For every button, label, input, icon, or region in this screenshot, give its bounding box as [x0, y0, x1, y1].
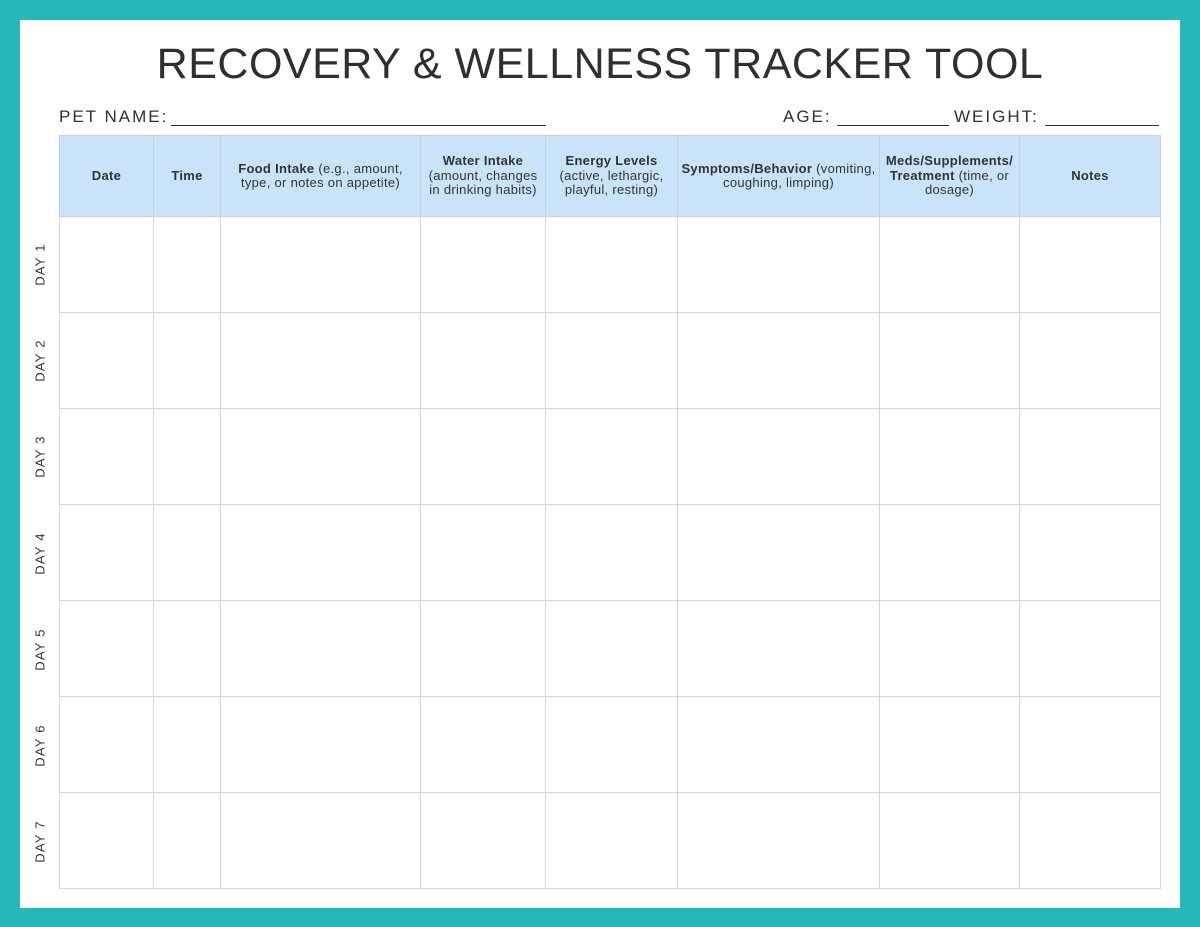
entry-cell[interactable]: [154, 313, 221, 409]
entry-cell[interactable]: [678, 793, 880, 889]
entry-cell[interactable]: [1020, 793, 1161, 889]
entry-cell[interactable]: [154, 409, 221, 505]
entry-cell[interactable]: [221, 793, 421, 889]
entry-cell[interactable]: [221, 313, 421, 409]
day-label-text: DAY 3: [32, 435, 48, 478]
entry-cell[interactable]: [421, 697, 546, 793]
column-header: [1020, 136, 1161, 217]
entry-cell[interactable]: [154, 217, 221, 313]
entry-cell[interactable]: [421, 409, 546, 505]
entry-cell[interactable]: [678, 505, 880, 601]
table-row: [60, 409, 1161, 505]
table-row: [60, 697, 1161, 793]
day-label: [24, 601, 56, 697]
column-header-hint: (amount, changes in drinking habits): [428, 167, 538, 198]
entry-cell[interactable]: [60, 697, 154, 793]
tracker-table: [59, 135, 1161, 889]
entry-cell[interactable]: [60, 601, 154, 697]
entry-cell[interactable]: [154, 601, 221, 697]
entry-cell[interactable]: [154, 793, 221, 889]
entry-cell[interactable]: [421, 313, 546, 409]
entry-cell[interactable]: [880, 793, 1020, 889]
entry-cell[interactable]: [60, 313, 154, 409]
column-header-title: Notes: [1071, 167, 1109, 183]
day-label-text: DAY 2: [32, 339, 48, 382]
entry-cell[interactable]: [546, 313, 678, 409]
entry-cell[interactable]: [60, 505, 154, 601]
day-label: [24, 698, 56, 794]
column-header: [421, 136, 546, 217]
entry-cell[interactable]: [421, 505, 546, 601]
column-header-title: Meds/Supplements/ Treatment: [885, 153, 1014, 183]
table-row: [60, 793, 1161, 889]
entry-cell[interactable]: [1020, 409, 1161, 505]
entry-cell[interactable]: [221, 505, 421, 601]
entry-cell[interactable]: [1020, 697, 1161, 793]
entry-cell[interactable]: [60, 217, 154, 313]
entry-cell[interactable]: [880, 601, 1020, 697]
entry-cell[interactable]: [678, 313, 880, 409]
day-label: [24, 794, 56, 890]
entry-cell[interactable]: [546, 505, 678, 601]
day-label-text: DAY 4: [32, 531, 48, 575]
weight-line[interactable]: [1045, 125, 1159, 126]
entry-cell[interactable]: [880, 313, 1020, 409]
pet-name-label: PET NAME:: [59, 107, 169, 126]
entry-cell[interactable]: [221, 409, 421, 505]
day-label-text: DAY 7: [32, 820, 48, 864]
entry-cell[interactable]: [546, 793, 678, 889]
entry-cell[interactable]: [1020, 601, 1161, 697]
entry-cell[interactable]: [421, 217, 546, 313]
day-label-text: DAY 1: [32, 242, 48, 286]
entry-cell[interactable]: [154, 505, 221, 601]
day-label: [24, 312, 56, 408]
entry-cell[interactable]: [546, 409, 678, 505]
entry-cell[interactable]: [221, 601, 421, 697]
entry-cell[interactable]: [546, 601, 678, 697]
column-header: [154, 136, 221, 217]
entry-cell[interactable]: [60, 793, 154, 889]
column-header-title: Water Intake: [442, 153, 524, 169]
day-label: [24, 409, 56, 505]
page-title: RECOVERY & WELLNESS TRACKER TOOL: [156, 40, 1044, 88]
entry-cell[interactable]: [880, 697, 1020, 793]
column-header: [546, 136, 678, 217]
pet-name-line[interactable]: [171, 125, 546, 126]
entry-cell[interactable]: [221, 217, 421, 313]
entry-cell[interactable]: [880, 409, 1020, 505]
entry-cell[interactable]: [1020, 505, 1161, 601]
column-header-hint: (vomiting, coughing, limping): [723, 160, 876, 190]
table-row: [60, 217, 1161, 313]
entry-cell[interactable]: [221, 697, 421, 793]
column-header-title: Energy Levels: [565, 153, 658, 169]
table-row: [60, 313, 1161, 409]
entry-cell[interactable]: [546, 217, 678, 313]
entry-cell[interactable]: [678, 601, 880, 697]
entry-cell[interactable]: [678, 697, 880, 793]
entry-cell[interactable]: [678, 409, 880, 505]
column-header: [60, 136, 154, 217]
table-row: [60, 601, 1161, 697]
table-header-row: [60, 136, 1161, 217]
weight-label: WEIGHT:: [954, 107, 1039, 126]
day-label: [24, 216, 56, 312]
column-header-hint: (time, or dosage): [924, 167, 1010, 198]
column-header-title: Time: [171, 167, 203, 183]
column-header-title: Food Intake: [238, 160, 315, 176]
age-label: AGE:: [783, 107, 832, 126]
table-row: [60, 505, 1161, 601]
entry-cell[interactable]: [60, 409, 154, 505]
entry-cell[interactable]: [421, 601, 546, 697]
entry-cell[interactable]: [880, 217, 1020, 313]
column-header-title: Symptoms/Behavior: [681, 160, 813, 176]
entry-cell[interactable]: [880, 505, 1020, 601]
entry-cell[interactable]: [1020, 313, 1161, 409]
column-header-hint: (active, lethargic, playful, resting): [559, 167, 664, 198]
day-label: [24, 505, 56, 601]
day-label-text: DAY 6: [32, 724, 48, 767]
day-label-text: DAY 5: [32, 628, 48, 671]
column-header-hint: (e.g., amount, type, or notes on appetite): [240, 160, 403, 190]
entry-cell[interactable]: [546, 697, 678, 793]
age-line[interactable]: [837, 125, 949, 126]
entry-cell[interactable]: [678, 217, 880, 313]
column-header: [221, 136, 421, 217]
column-header: [880, 136, 1020, 217]
entry-cell[interactable]: [1020, 217, 1161, 313]
entry-cell[interactable]: [154, 697, 221, 793]
column-header-title: Date: [91, 167, 122, 183]
entry-cell[interactable]: [421, 793, 546, 889]
column-header: [678, 136, 880, 217]
